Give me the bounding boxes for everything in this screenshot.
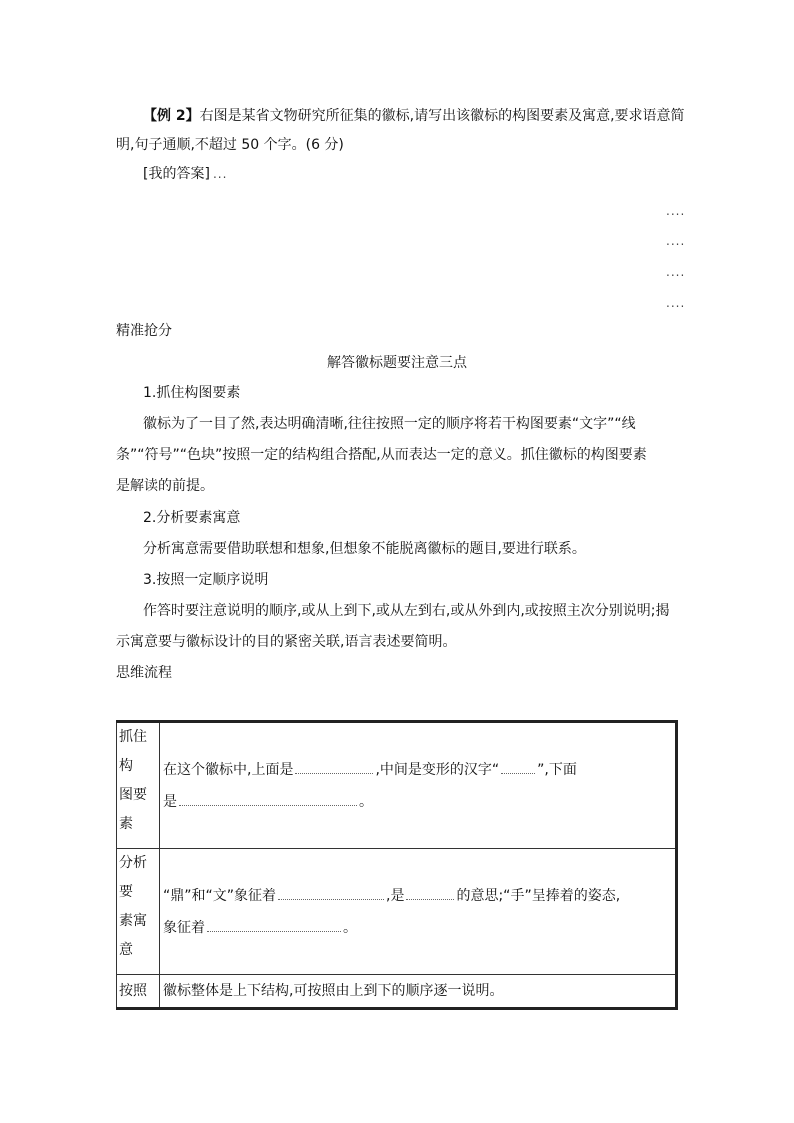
point-heading: 1.抓住构图要素 (143, 385, 241, 401)
answer-line-dots: .... (666, 234, 686, 248)
answer-label: [我的答案] (143, 166, 210, 182)
fill-blank[interactable] (207, 917, 341, 932)
point-text-line: 作答时要注意说明的顺序,或从上到下,或从左到右,或从外到内,或按照主次分别说明;揭 (143, 603, 670, 619)
section-title: 精准抢分 (116, 323, 172, 339)
table-row (117, 849, 677, 975)
point-text-line: 分析寓意需要借助联想和想象,但想象不能脱离徽标的题目,要进行联系。 (143, 541, 586, 557)
flow-title: 思维流程 (116, 665, 172, 681)
fill-blank[interactable] (295, 759, 373, 774)
point-text-line: 是解读的前提。 (116, 478, 214, 494)
point-heading: 3.按照一定顺序说明 (143, 572, 269, 588)
example-question-line2: 明,句子通顺,不超过 50 个字。(6 分) (116, 137, 344, 153)
row-content: “鼎”和“文”象征着 ,是 的意思;“手”呈捧着的姿态, 象征着 。 (160, 849, 677, 975)
row-label: 抓住 构 图要 素 (117, 722, 160, 849)
point-heading: 2.分析要素寓意 (143, 510, 241, 526)
answer-line-dots: .... (666, 204, 686, 218)
answer-label-line (143, 164, 227, 184)
fill-blank[interactable] (179, 791, 357, 806)
row-content: 在这个徽标中,上面是 ,中间是变形的汉字“ ”,下面 是 。 (160, 722, 677, 849)
row-content: 徽标整体是上下结构,可按照由上到下的顺序逐一说明。 (160, 975, 677, 1009)
answer-dots: ... (212, 167, 228, 181)
point-text-line: 示寓意要与徽标设计的目的紧密关联,语言表述要简明。 (116, 634, 457, 650)
row-label: 按照 (117, 975, 160, 1009)
example-question-line1: 【例 2】右图是某省文物研究所征集的徽标,请写出该徽标的构图要素及寓意,要求语意简 (143, 108, 685, 124)
table-row (117, 975, 677, 1009)
center-title: 解答徽标题要注意三点 (327, 355, 467, 371)
fill-blank[interactable] (406, 885, 454, 900)
point-text-line: 徽标为了一目了然,表达明确清晰,往往按照一定的顺序将若干构图要素“文字”“线 (143, 416, 636, 432)
answer-line-dots: .... (666, 296, 686, 310)
thinking-flow-table (116, 720, 678, 1010)
table-row (117, 722, 677, 849)
fill-blank[interactable] (278, 885, 384, 900)
example-tag: 【例 2】 (143, 108, 200, 124)
point-text-line: 条”“符号”“色块”按照一定的结构组合搭配,从而表达一定的意义。抓住徽标的构图要素 (116, 447, 647, 463)
fill-blank[interactable] (501, 759, 535, 774)
row-label: 分析 要 素寓 意 (117, 849, 160, 975)
answer-line-dots: .... (666, 265, 686, 279)
